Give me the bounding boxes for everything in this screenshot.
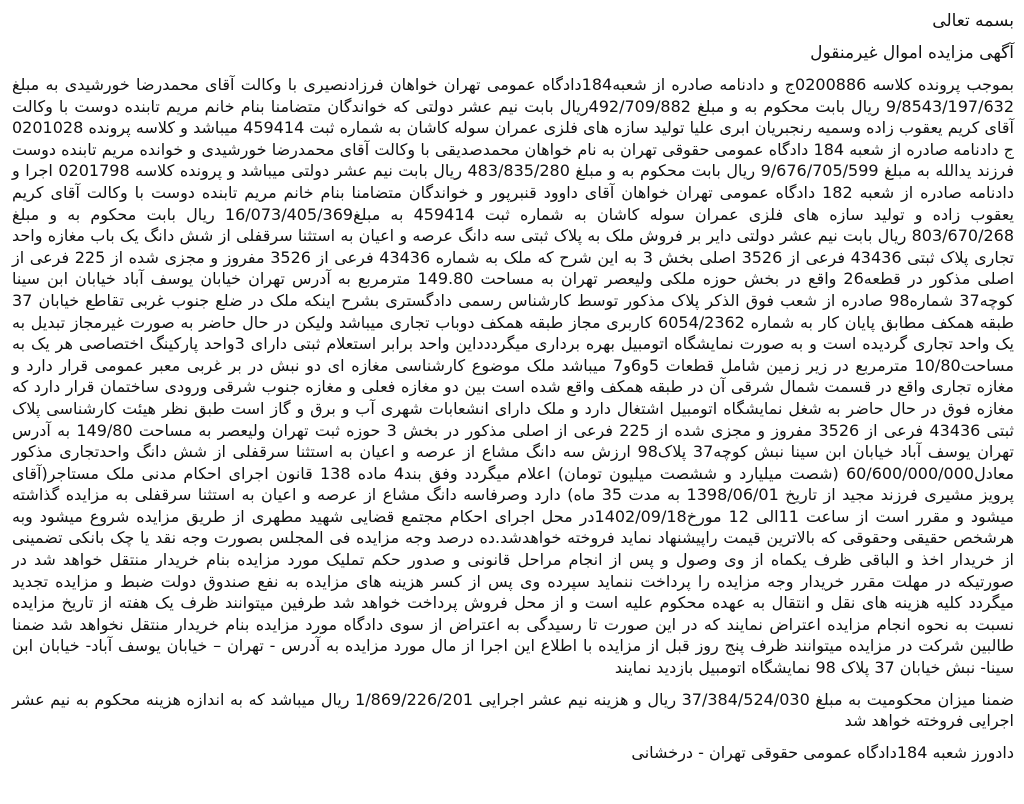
auction-notice [12,8,1014,798]
notice-title: آگهی مزایده اموال غیرمنقول [810,43,1014,63]
notice-signature: دادورز شعبه 184دادگاه عمومی حقوقی تهران - درخشانی [631,742,1014,762]
bismillah-heading: بسمه تعالی [932,11,1014,31]
notice-main-paragraph: بموجب پرونده کلاسه 0200886ج و دادنامه صادره از شعبه184دادگاه عمومی تهران خواهان فرزادنصیری با وکالت آقای محمدرضا خورشیدی به مبلغ 9/8543/197/632 ریال بابت محکوم به و مبلغ 492/709/882ریال بابت نیم عشر دولتی که خواندگان متضامنا بنام خانم مریم تابنده دوست با وکالت آقای کریم یعقوب زاده وسمیه رنجبریان ابری علیا تولید سازه های فلزی عمران سوله کاشان به شماره ثبت 459414 میباشد و کلاسه پرونده 0201028 ج دادنامه صادره از شعبه 184 دادگاه عمومی حقوقی تهران به نام خواهان محمدصدیقی با وکالت آقای محمدرضا خورشیدی و خوانده مریم تابنده دوست فرزند یدالله به مبلغ 9/676/705/599 ریال بابت محکوم به و مبلغ 483/835/280 ریال بابت نیم عشر دولتی میباشد و پرونده کلاسه 0201798 اجرا و دادنامه صادره از شعبه 182 دادگاه عمومی تهران خواهان آقای داوود قنبرپور و خواندگان متضامنا بنام خانم مریم تابنده دوست با وکالت آقای کریم یعقوب زاده و تولید سازه های فلزی عمران سوله کاشان به شماره ثبت 459414 به مبلغ16/073/405/369 ریال بابت محکوم به و مبلغ 803/670/268 ریال بابت نیم عشر دولتی دایر بر فروش ملک به پلاک ثبتی سه دانگ عرصه و اعیان به استثنا سرقفلی از شش دانگ یک باب مغازه واحد تجاری پلاک ثبتی 43436 فرعی از 3526 اصلی بخش 3 به این شرح که ملک به شماره 43436 فرعی از 3526 مفروز و مجزی شده از 225 فرعی از اصلی مذکور در قطعه26 واقع در بخش حوزه ملکی ولیعصر تهران به مساحت 149.80 مترمربع به آدرس تهران خیابان یوسف آباد خیابان ابن سینا کوچه37 شماره98 صادره از شعب فوق الذکر پلاک مذکور توسط کارشناس رسمی دادگستری بشرح اینکه ملک در ضلع جنوب غربی تقاطع خیابان 37 طبقه همکف مطابق پایان کار به شماره 6054/2362 کاربری مجاز طبقه همکف دوباب تجاری میباشد ولیکن در حال حاضر به صورت غیرمجاز تبدیل به یک واحد تجاری گردیده است و به صورت نمایشگاه اتومبیل بهره برداری میگرددداین واحد برابر استعلام ثبتی دارای 3واحد پارکینگ اختصاصی هر یک به مساحت10/80 مترمربع در زیر زمین شامل قطعات 5و6و7 میباشد ملک موضوع کارشناسی مغازه ای دو نبش در بر غربی معبر عمومی قرار دارد و مغازه تجاری واقع در قسمت شمال شرقی آن در طبقه همکف واقع شده است بین دو مغازه فعلی و مغازه جنوب شرقی ورودی ساختمان قرار دارد که مغازه فوق در حال حاضر به شغل نمایشگاه اتومبیل اشتغال دارد و ملک دارای انشعابات شهری آب و برق و گاز است طبق نظر هیئت کارشناسی پلاک ثبتی 43436 فرعی از 3526 مفروز و مجزی شده از 225 فرعی از اصلی مذکور در بخش 3 حوزه ثبت تهران ولیعصر به مساحت 149/80 به آدرس تهران یوسف آباد خیابان ابن سینا نبش کوچه37 پلاک98 ارزش سه دانگ مشاع از عرصه و اعیان به استثنا سرقفلی از شش دانگ واحدتجاری مذکور معادل60/600/000/000 (شصت میلیارد و ششصت میلیون تومان) اعلام میگردد وفق بند4 ماده 138 قانون اجرای احکام مدنی ملک مستاجر(آقای پرویز مشیری فرزند مجید از تاریخ 1398/06/01 به مدت 35 ماه) دارد وصرفاسه دانگ مشاع از عرصه و اعیان به استثنا سرقفلی به مزایده گذاشته میشود و مقرر است از ساعت 11الی 12 مورخ1402/09/18در محل اجرای احکام مجتمع قضایی شهید مطهری از طریق مزایده شروع میشود وبه هرشخص حقیقی وحقوقی که بالاترین قیمت راپیشنهاد نماید فروخته خواهدشد.ده درصد وجه مزایده فی المجلس بصورت وجه نقد یا چک بانکی تضمینی از خریدار اخذ و الباقی ظرف یکماه از وی وصول و پس از انجام مراحل قانونی و صدور حکم تملیک مورد مزایده بنام خریدار منتقل خواهد شد در صورتیکه در مهلت مقرر خریدار وجه مزایده را پرداخت ننماید سپرده وی پس از کسر هزینه های مزایده به نفع صندوق دولت ضبط و مزایده تجدید میگردد کلیه هزینه های نقل و انتقال به عهده محکوم علیه است و از محل فروش پرداخت خواهد شد طرفین میتوانند ظرف یک هفته از تاریخ مزایده نسبت به نحوه انجام مزایده اعتراض نمایند که در این صورت تا رسیدگی به اعتراض از سوی دادگاه مورد مزایده بنام خریدار منتقل نخواهد شد ضمنا طالبین شرکت در مزایده میتوانند ظرف پنج روز قبل از مزایده با اطلاع این اجرا از مال مورد مزایده به آدرس - تهران – خیابان یوسف آباد- خیابان ابن سینا- نبش خیابان 37 پلاک 98 نمایشگاه اتومبیل بازدید نمایند [12,75,1015,678]
notice-fee-paragraph: ضمنا میزان محکومیت به مبلغ 37/384/524/030 ریال و هزینه نیم عشر اجرایی 1/869/226/201 ریال میباشد که به اندازه هزینه محکوم به نیم عشر اجرایی فروخته خواهد شد [12,689,1014,731]
